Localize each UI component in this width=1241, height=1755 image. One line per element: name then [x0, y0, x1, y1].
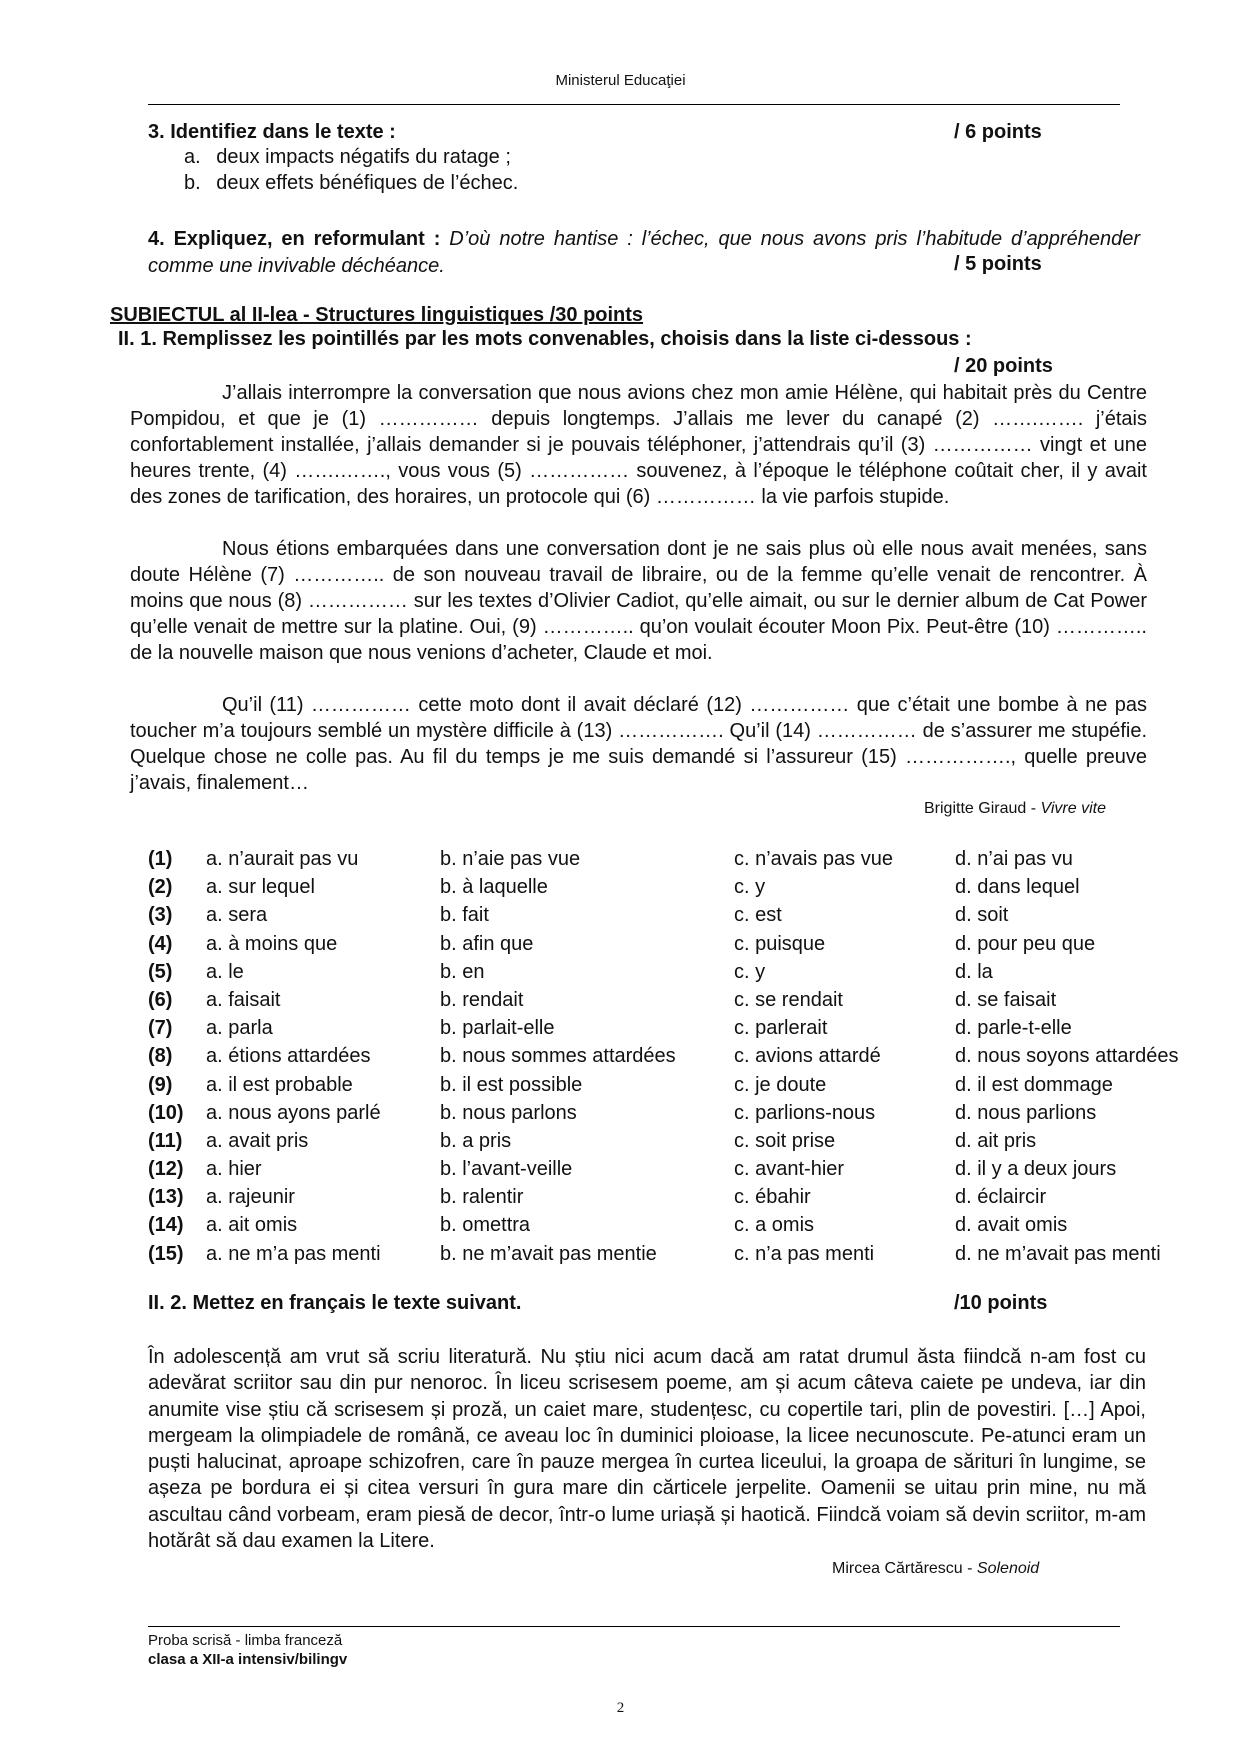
option-b: b. ralentir — [440, 1186, 524, 1209]
option-c: c. puisque — [734, 932, 826, 955]
option-number: (4) — [148, 932, 173, 955]
option-c: c. parlions-nous — [734, 1101, 876, 1124]
citation-title: Solenoid — [976, 1560, 1040, 1577]
option-row — [148, 1158, 1215, 1186]
option-d: d. il y a deux jours — [955, 1158, 1117, 1181]
option-row — [148, 1243, 1215, 1271]
passage-paragraph-2 — [130, 536, 1147, 666]
option-d: d. ne m’avait pas menti — [955, 1242, 1161, 1265]
question-4-quote: D’où notre hantise : l’échec, que nous avons pris l’habitude d’appréhender comme une invivable déchéance. — [148, 228, 1140, 277]
option-b: b. à laquelle — [440, 876, 548, 899]
question-3-points: / 6 points — [954, 121, 1042, 143]
exercise-2-2-points: /10 points — [954, 1292, 1048, 1314]
translation-citation — [832, 1560, 1039, 1578]
option-d: d. n’ai pas vu — [955, 848, 1073, 870]
option-d: d. nous parlions — [955, 1101, 1097, 1124]
option-number: (2) — [148, 876, 173, 899]
option-d: d. pour peu que — [955, 932, 1096, 955]
paragraph-text: Nous étions embarquées dans une conversation dont je ne sais plus où elle nous avait menées, sans doute Hélène (7) ………….. de son nouveau travail de libraire, ou de la femme qu’elle venait de rencontrer. À moins que nous (8) …………… sur les textes d’Olivier Cadiot, qu’elle aimait, ou sur le dernier album de Cat Power qu’elle venait de mettre sur la platine. Oui, (9) ………….. qu’on voulait écouter Moon Pix. Peut-être (10) ………….. de la nouvelle maison que nous venions d’acheter, Claude et moi. — [130, 538, 1147, 664]
exercise-2-2-instruction: II. 2. Mettez en français le texte suivant. — [148, 1292, 522, 1314]
option-d: d. soit — [955, 904, 1009, 927]
footer-rule — [148, 1626, 1120, 1627]
option-b: b. parlait-elle — [440, 1017, 555, 1040]
option-a: a. parla — [206, 1017, 273, 1040]
option-c: c. est — [734, 904, 782, 927]
option-c: c. je doute — [734, 1073, 827, 1096]
option-a: a. hier — [206, 1158, 262, 1181]
item-text: deux impacts négatifs du ratage ; — [216, 146, 511, 168]
question-3-item-b — [184, 172, 518, 195]
option-number: (12) — [148, 1158, 184, 1181]
option-b: b. l’avant-veille — [440, 1158, 573, 1181]
option-a: a. sera — [206, 904, 268, 927]
question-4-label: 4. Expliquez, en reformulant : — [148, 228, 441, 250]
header-title: Ministerul Educaţiei — [555, 72, 686, 89]
option-number: (3) — [148, 904, 173, 927]
translation-text: În adolescență am vrut să scriu literatură. Nu știu nici acum dacă am ratat drumul ăsta fiindcă n-am fost cu adevărat scriitor sau din pur nenoroc. În liceu scrisesem poeme, am și acum câteva caiete pe undeva, iar din anumite vise știu că scrisesem și proză, un caiet mare, studențesc, cu copertile tari, plin de povestiri. […] Apoi, mergeam la olimpiadele de română, ce aveau loc în duminici ploioase, la licee necunoscute. Pe-atunci eram un puști halucinat, aproape schizofren, care în pauze mergea în curtea liceului, la groapa de sărituri în lungime, se așeza pe bordura ei și citea versuri în gura mare din cărticele jerpelite. Oamenii se uitau prin mine, nu mă ascultau când vorbeam, eram piesă de decor, într-o lume uriașă și haotică. Fiindcă voiam să devin scriitor, m-am hotărât să dau examen la Litere. — [148, 1346, 1146, 1553]
question-3-item-a — [184, 146, 511, 169]
option-b: b. il est possible — [440, 1073, 583, 1096]
item-letter: a. — [184, 146, 201, 168]
option-c: c. avions attardé — [734, 1045, 881, 1068]
option-row — [148, 961, 1215, 989]
question-3-label: 3. Identifiez dans le texte : — [148, 121, 396, 143]
option-a: a. à moins que — [206, 932, 338, 955]
exercise-2-1-points: / 20 points — [954, 355, 1053, 377]
option-number: (1) — [148, 848, 173, 870]
option-a: a. étions attardées — [206, 1045, 371, 1068]
option-a: a. rajeunir — [206, 1186, 295, 1209]
option-number: (9) — [148, 1073, 173, 1096]
option-b: b. rendait — [440, 988, 524, 1011]
option-c: c. avant-hier — [734, 1158, 845, 1181]
option-b: b. afin que — [440, 932, 534, 955]
option-c: c. y — [734, 876, 766, 899]
option-row — [148, 1017, 1215, 1045]
option-a: a. il est probable — [206, 1073, 353, 1096]
option-d: d. ait pris — [955, 1129, 1037, 1152]
option-d: d. se faisait — [955, 988, 1057, 1011]
option-c: c. a omis — [734, 1214, 815, 1237]
option-number: (6) — [148, 988, 173, 1011]
option-row — [148, 1074, 1215, 1102]
option-d: d. dans lequel — [955, 876, 1080, 899]
option-number: (14) — [148, 1214, 184, 1237]
option-row — [148, 904, 1215, 932]
paragraph-text: Qu’il (11) …………… cette moto dont il avait déclaré (12) …………… que c’était une bombe à ne pas toucher m’a toujours semblé un mystère difficile à (13) ……………. Qu’il (14) …………… de s’assurer me stupéfie. Quelque chose ne colle pas. Au fil du temps je me suis demandé si l’assureur (15) ……………., quelle preuve j’avais, finalement… — [130, 694, 1147, 794]
page-number: 2 — [616, 1700, 625, 1716]
footer-line-1: Proba scrisă - limba franceză — [148, 1632, 343, 1649]
exercise-2-1-instruction: II. 1. Remplissez les pointillés par les mots convenables, choisis dans la liste ci-dessous : — [118, 328, 972, 350]
option-d: d. avait omis — [955, 1214, 1068, 1237]
option-b: b. nous parlons — [440, 1101, 577, 1124]
option-a: a. avait pris — [206, 1129, 309, 1152]
option-row — [148, 1102, 1215, 1130]
citation-author: Mircea Cărtărescu - — [832, 1560, 977, 1577]
option-d: d. éclaircir — [955, 1186, 1047, 1209]
option-a: a. sur lequel — [206, 876, 315, 899]
options-table — [148, 848, 1215, 1271]
option-d: d. la — [955, 960, 993, 983]
option-a: a. le — [206, 960, 244, 983]
option-c: c. y — [734, 960, 766, 983]
option-row — [148, 1214, 1215, 1242]
option-d: d. il est dommage — [955, 1073, 1113, 1096]
option-number: (13) — [148, 1186, 184, 1209]
option-row — [148, 1130, 1215, 1158]
option-number: (8) — [148, 1045, 173, 1068]
citation-author: Brigitte Giraud - — [924, 800, 1041, 817]
option-a: a. ne m’a pas menti — [206, 1242, 381, 1265]
option-c: c. parlerait — [734, 1017, 828, 1040]
option-number: (15) — [148, 1242, 184, 1265]
option-a: a. ait omis — [206, 1214, 298, 1237]
option-b: b. omettra — [440, 1214, 531, 1237]
option-a: a. nous ayons parlé — [206, 1101, 381, 1124]
option-row — [148, 989, 1215, 1017]
option-row — [148, 1045, 1215, 1073]
option-c: c. ébahir — [734, 1186, 811, 1209]
option-a: a. n’aurait pas vu — [206, 848, 359, 870]
option-b: b. ne m’avait pas mentie — [440, 1242, 657, 1265]
option-c: c. soit prise — [734, 1129, 836, 1152]
question-4-points: / 5 points — [954, 253, 1042, 275]
option-b: b. a pris — [440, 1129, 512, 1152]
passage-citation — [924, 800, 1106, 818]
option-number: (10) — [148, 1101, 184, 1124]
option-number: (11) — [148, 1129, 183, 1152]
citation-title: Vivre vite — [1040, 800, 1106, 817]
item-letter: b. — [184, 172, 201, 194]
option-row — [148, 933, 1215, 961]
option-b: b. n’aie pas vue — [440, 848, 581, 870]
option-number: (5) — [148, 960, 173, 983]
option-number: (7) — [148, 1017, 173, 1040]
passage-paragraph-3 — [130, 692, 1147, 796]
option-d: d. parle-t-elle — [955, 1017, 1072, 1040]
option-row — [148, 848, 1215, 876]
option-row — [148, 876, 1215, 904]
option-b: b. en — [440, 960, 485, 983]
option-b: b. fait — [440, 904, 489, 927]
option-c: c. n’avais pas vue — [734, 848, 893, 870]
option-c: c. n’a pas menti — [734, 1242, 875, 1265]
option-b: b. nous sommes attardées — [440, 1045, 676, 1068]
option-a: a. faisait — [206, 988, 281, 1011]
option-d: d. nous soyons attardées — [955, 1045, 1179, 1068]
passage-paragraph-1 — [130, 380, 1147, 510]
paragraph-text: J’allais interrompre la conversation que nous avions chez mon amie Hélène, qui habitait près du Centre Pompidou, et que je (1) …………… depuis longtemps. J’allais me lever du canapé (2) …….……. j’étais confortablement installée, j’allais demander si je pouvais téléphoner, j’attendrais qu’il (3) …………… vingt et une heures trente, (4) …….……., vous vous (5) …………… souvenez, à l’époque le téléphone coûtait cher, il y avait des zones de tarification, des horaires, un protocole qui (6) …………… la vie parfois stupide. — [130, 382, 1147, 508]
item-text: deux effets bénéfiques de l’échec. — [216, 172, 519, 194]
option-c: c. se rendait — [734, 988, 843, 1011]
subject-2-title: SUBIECTUL al II-lea - Structures linguistiques /30 points — [110, 304, 644, 326]
option-row — [148, 1186, 1215, 1214]
footer-line-2: clasa a XII-a intensiv/bilingv — [148, 1651, 348, 1668]
header-rule — [148, 104, 1120, 105]
